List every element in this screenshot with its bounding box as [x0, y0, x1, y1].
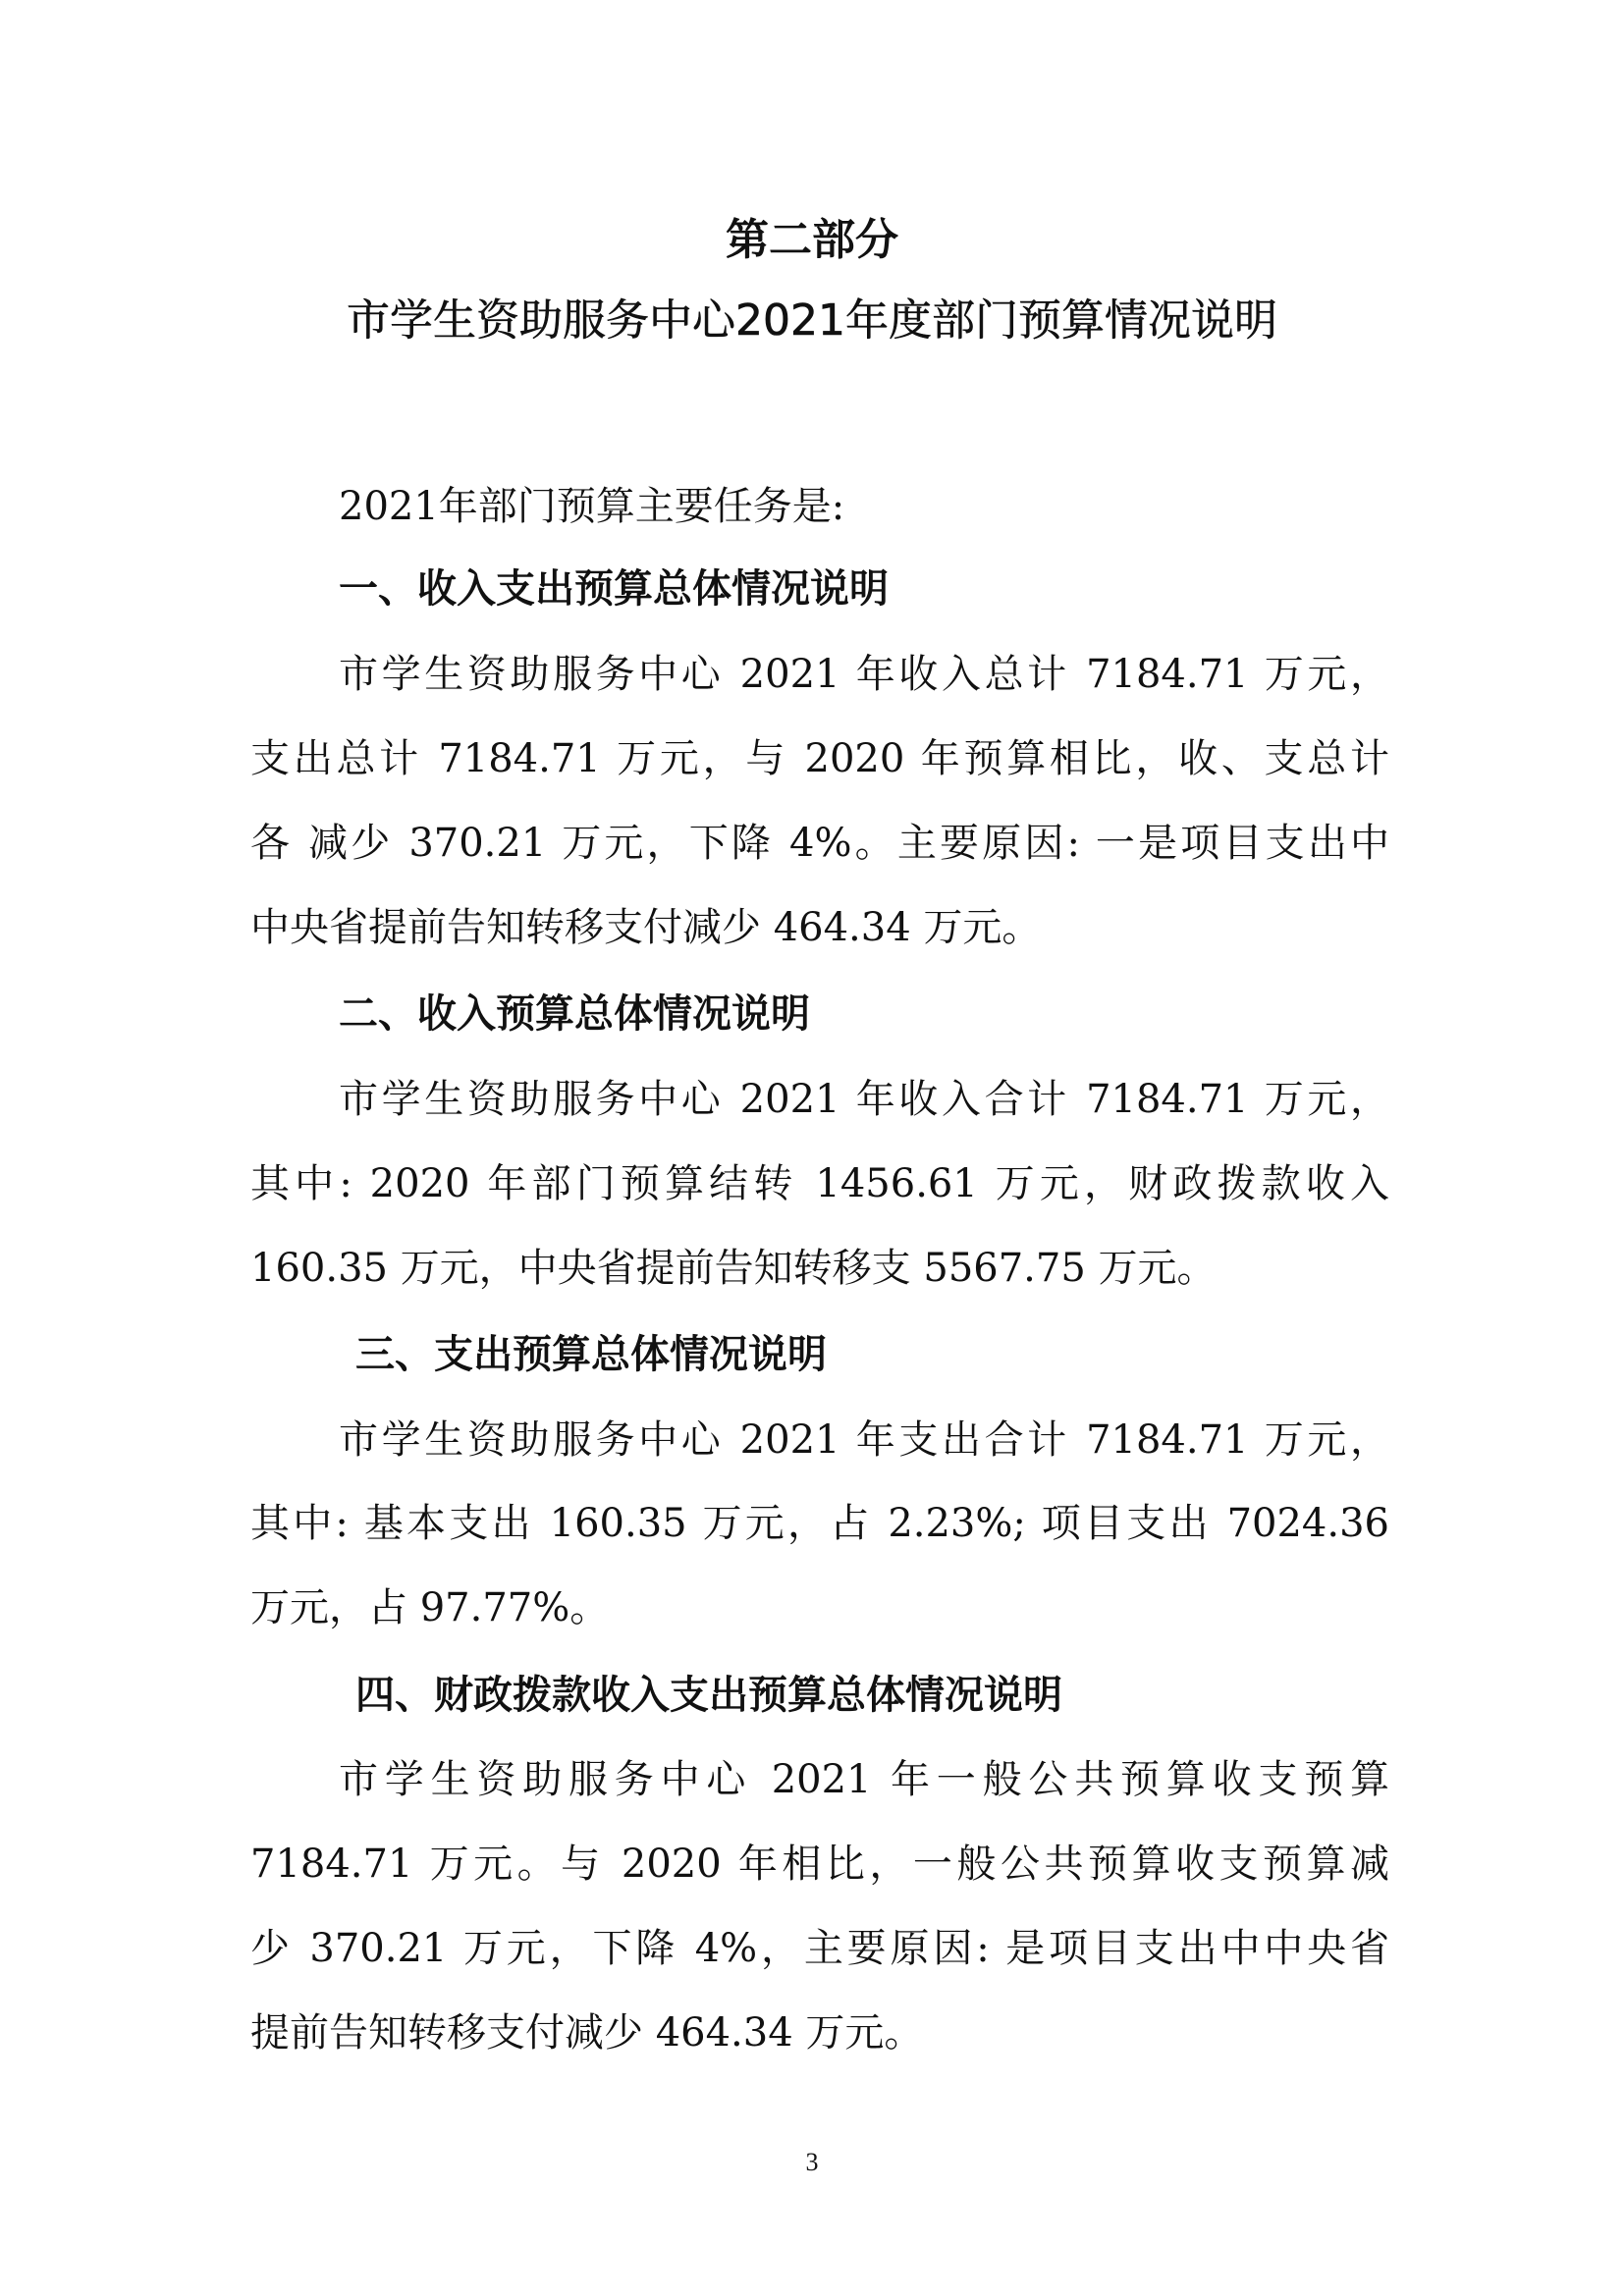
part-title: 第二部分	[726, 215, 898, 265]
paragraph-line: 各 减少 370.21 万元，下降 4%。主要原因: 一是项目支出中	[250, 821, 1389, 866]
paragraph-line: 160.35 万元，中央省提前告知转移支 5567.75 万元。	[250, 1246, 1217, 1291]
document-title: 市学生资助服务中心2021年度部门预算情况说明	[347, 295, 1277, 346]
paragraph-line: 万元，占 97.77%。	[250, 1585, 610, 1630]
paragraph-line: 少 370.21 万元，下降 4%，主要原因: 是项目支出中中央省	[250, 1926, 1389, 1971]
section-heading-4: 四、财政拨款收入支出预算总体情况说明	[355, 1673, 1062, 1718]
paragraph-line: 中央省提前告知转移支付减少 464.34 万元。	[250, 905, 1042, 950]
paragraph-line: 其中: 2020 年部门预算结转 1456.61 万元，财政拨款收入	[250, 1161, 1389, 1206]
section-heading-3: 三、支出预算总体情况说明	[355, 1332, 827, 1377]
paragraph-line: 7184.71 万元。与 2020 年相比，一般公共预算收支预算减	[250, 1842, 1389, 1887]
page-number: 3	[805, 2148, 819, 2176]
section-heading-1: 一、收入支出预算总体情况说明	[339, 566, 889, 612]
paragraph-line: 提前告知转移支付减少 464.34 万元。	[250, 2010, 924, 2056]
section-heading-2: 二、收入预算总体情况说明	[339, 991, 810, 1037]
paragraph-line: 市学生资助服务中心 2021 年一般公共预算收支预算	[339, 1757, 1389, 1802]
intro-text: 2021年部门预算主要任务是:	[339, 484, 845, 529]
paragraph-line: 市学生资助服务中心 2021 年收入合计 7184.71 万元，	[339, 1077, 1389, 1122]
paragraph-line: 市学生资助服务中心 2021 年支出合计 7184.71 万元，	[339, 1417, 1389, 1463]
paragraph-line: 市学生资助服务中心 2021 年收入总计 7184.71 万元，	[339, 652, 1389, 697]
paragraph-line: 其中: 基本支出 160.35 万元，占 2.23%; 项目支出 7024.36	[250, 1501, 1389, 1546]
paragraph-line: 支出总计 7184.71 万元，与 2020 年预算相比，收、支总计	[250, 736, 1389, 781]
